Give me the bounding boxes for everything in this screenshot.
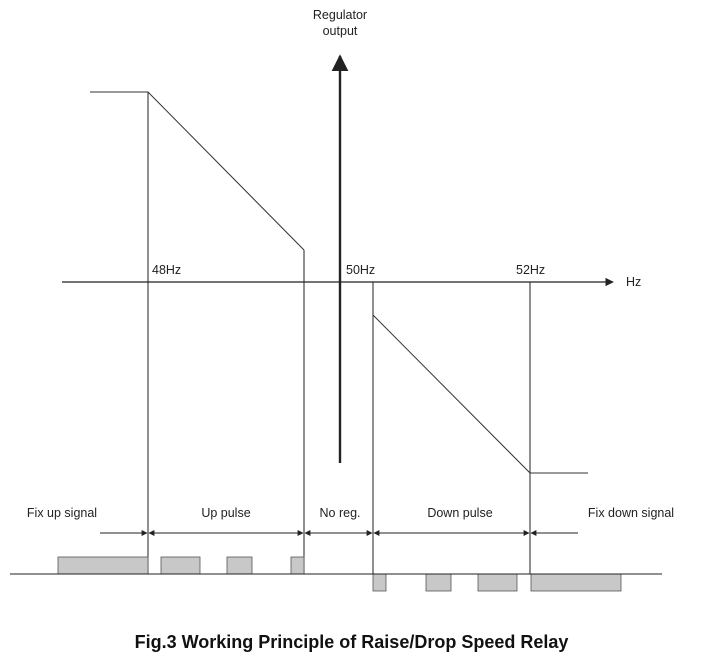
- freq-label-50hz: 50Hz: [346, 263, 376, 277]
- zone-label-down-pulse: Down pulse: [427, 506, 493, 520]
- x-axis-unit-label: Hz: [626, 275, 642, 289]
- pulse-fix-down: [531, 574, 621, 591]
- freq-label-52hz: 52Hz: [516, 263, 546, 277]
- zone-label-up-pulse: Up pulse: [201, 506, 251, 520]
- regulator-curve-down: [373, 315, 588, 473]
- zone-label-fix-down: Fix down signal: [587, 506, 675, 520]
- y-axis-label-line1: Regulator: [312, 8, 368, 22]
- pulse-fix-up: [58, 557, 148, 574]
- zone-label-fix-up: Fix up signal: [26, 506, 98, 520]
- pulse-up-3: [291, 557, 304, 574]
- figure-caption: Fig.3 Working Principle of Raise/Drop Speed Relay: [134, 632, 569, 652]
- pulse-up-2: [227, 557, 252, 574]
- regulator-curve-up: [90, 92, 304, 250]
- y-axis-label-line2: output: [322, 24, 358, 38]
- zone-label-no-reg: No reg.: [319, 506, 361, 520]
- pulse-down-1: [373, 574, 386, 591]
- pulse-up-1: [161, 557, 200, 574]
- pulse-down-3: [478, 574, 517, 591]
- pulse-down-2: [426, 574, 451, 591]
- freq-label-48hz: 48Hz: [152, 263, 182, 277]
